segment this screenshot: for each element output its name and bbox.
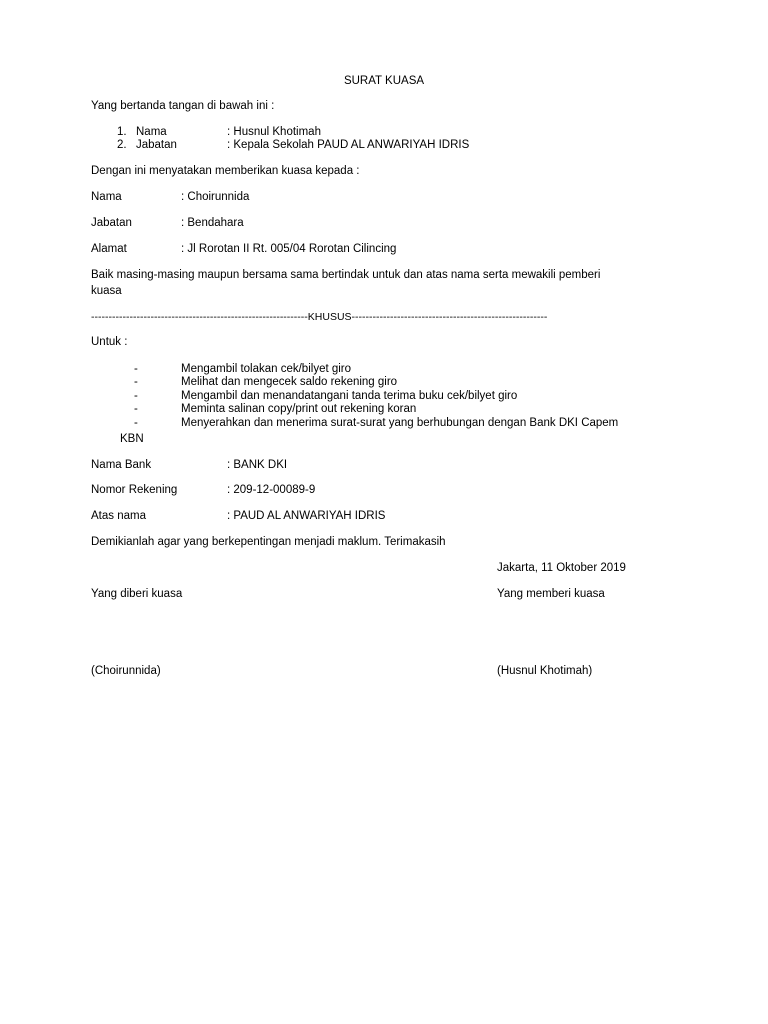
grantor-value-name: : Husnul Khotimah: [227, 126, 321, 138]
bank-value-name: : BANK DKI: [227, 459, 288, 471]
bank-label-account: Nomor Rekening: [91, 484, 178, 496]
bank-value-account: : 209-12-00089-9: [227, 484, 316, 496]
grantor-label-position: Jabatan: [136, 139, 177, 151]
grantee-label-name: Nama: [91, 191, 122, 203]
task-bullet: -: [134, 363, 138, 375]
grantee-label-position: Jabatan: [91, 217, 132, 229]
task-item-5: Menyerahkan dan menerima surat-surat yang berhubungan dengan Bank DKI Capem: [181, 417, 619, 429]
bank-label-name: Nama Bank: [91, 459, 152, 471]
grantor-value-position: : Kepala Sekolah PAUD AL ANWARIYAH IDRIS: [227, 139, 470, 151]
task-bullet: -: [134, 417, 138, 429]
grantor-num-2: 2.: [117, 139, 127, 151]
grantor-num-1: 1.: [117, 126, 127, 138]
task-item-4: Meminta salinan copy/print out rekening koran: [181, 403, 417, 415]
grantee-value-address: : Jl Rorotan II Rt. 005/04 Rorotan Cilincing: [181, 243, 397, 255]
place-date: Jakarta, 11 Oktober 2019: [497, 562, 626, 574]
grantor-label-name: Nama: [136, 126, 167, 138]
bank-label-holder: Atas nama: [91, 510, 146, 522]
task-bullet: -: [134, 403, 138, 415]
untuk-label: Untuk :: [91, 336, 128, 348]
bank-value-holder: : PAUD AL ANWARIYAH IDRIS: [227, 510, 386, 522]
left-signature-name: (Choirunnida): [91, 665, 161, 677]
khusus-separator: --------------------------------------------------------------KHUSUS--------------------------------------------------------: [91, 311, 548, 323]
task-bullet: -: [134, 376, 138, 388]
statement-text: Dengan ini menyatakan memberikan kuasa kepada :: [91, 165, 360, 177]
closing-text: Demikianlah agar yang berkepentingan menjadi maklum. Terimakasih: [91, 536, 446, 548]
right-signature-name: (Husnul Khotimah): [497, 665, 593, 677]
grantee-label-address: Alamat: [91, 243, 127, 255]
left-signature-title: Yang diberi kuasa: [91, 588, 183, 600]
task-item-3: Mengambil dan menandatangani tanda terima buku cek/bilyet giro: [181, 390, 518, 402]
intro-text: Yang bertanda tangan di bawah ini :: [91, 100, 275, 112]
task-item-2: Melihat dan mengecek saldo rekening giro: [181, 376, 398, 388]
joint-text-line-1: Baik masing-masing maupun bersama sama bertindak untuk dan atas nama serta mewakili pemberi: [91, 269, 601, 281]
task-continuation: KBN: [120, 433, 144, 445]
grantee-value-name: : Choirunnida: [181, 191, 250, 203]
document-title: SURAT KUASA: [343, 75, 425, 87]
task-item-1: Mengambil tolakan cek/bilyet giro: [181, 363, 352, 375]
joint-text-line-2: kuasa: [91, 285, 122, 297]
task-bullet: -: [134, 390, 138, 402]
grantee-value-position: : Bendahara: [181, 217, 244, 229]
right-signature-title: Yang memberi kuasa: [497, 588, 605, 600]
